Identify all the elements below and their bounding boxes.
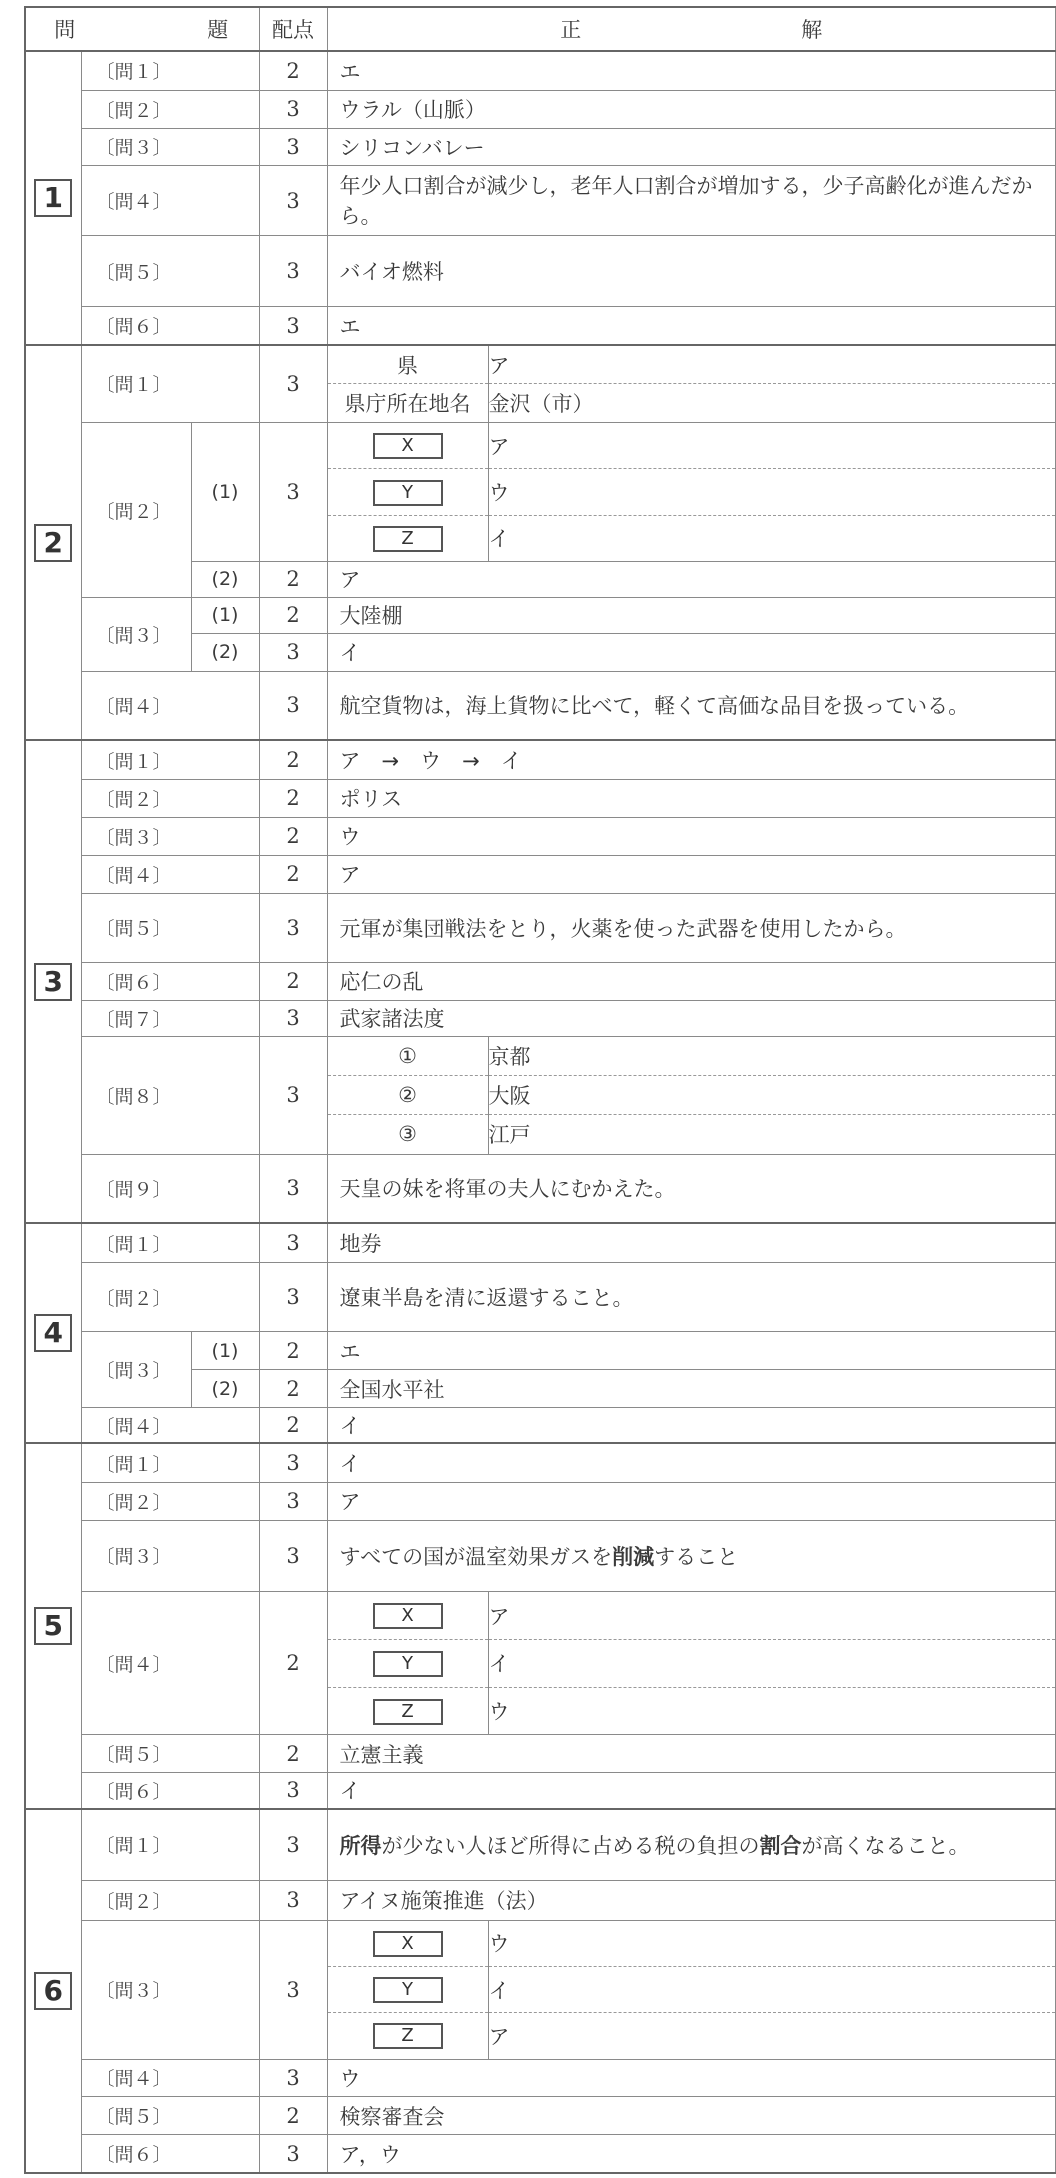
answer-cell: エ xyxy=(327,1332,1055,1370)
row-3-8 xyxy=(25,1036,1056,1154)
sub-question-label: (1) xyxy=(191,597,259,633)
row-2-1 xyxy=(25,345,1056,423)
points-cell: 3 xyxy=(259,1880,327,1920)
row-6-6 xyxy=(25,2135,1056,2173)
sub-label: ② xyxy=(328,1075,489,1114)
answer-cell xyxy=(327,1592,1055,1735)
points-cell: 3 xyxy=(259,345,327,423)
points-cell: 2 xyxy=(259,51,327,90)
sub-label: Y xyxy=(328,1966,489,2012)
row-4-2 xyxy=(25,1262,1056,1331)
sub-label: Z xyxy=(328,1687,489,1734)
answer-cell: ア xyxy=(327,855,1055,893)
sub-value: ア xyxy=(488,1592,1055,1639)
emphasis-text: 所得 xyxy=(339,1833,382,1858)
header-q2: 題 xyxy=(207,18,231,43)
sub-value: イ xyxy=(488,527,510,552)
question-label: 〔問２〕 xyxy=(81,90,259,128)
points-cell: 3 xyxy=(259,1443,327,1482)
answer-cell: 地券 xyxy=(327,1223,1055,1262)
question-label: 〔問３〕 xyxy=(81,128,259,166)
sub-question-label: (2) xyxy=(191,562,259,598)
sub-value: ア xyxy=(488,346,1055,384)
sub-label: 県庁所在地名 xyxy=(328,384,489,422)
points-cell: 2 xyxy=(259,817,327,855)
answer-cell xyxy=(327,1920,1055,2059)
points-cell: 3 xyxy=(259,1036,327,1154)
points-cell: 3 xyxy=(259,235,327,307)
question-label: 〔問８〕 xyxy=(81,1036,259,1154)
sub-value: ア xyxy=(488,423,1055,469)
answer-subtable xyxy=(328,423,1055,561)
answer-cell: ア，ウ xyxy=(327,2135,1055,2173)
header-question xyxy=(25,7,259,51)
answer-cell: ア xyxy=(327,562,1055,598)
question-label: 〔問３〕 xyxy=(81,1332,191,1408)
emphasis-text: 割合 xyxy=(759,1833,802,1858)
answer-cell xyxy=(327,423,1055,562)
points-cell: 3 xyxy=(259,893,327,962)
points-cell: 3 xyxy=(259,633,327,671)
answer-cell: 元軍が集団戦法をとり，火薬を使った武器を使用したから。 xyxy=(327,893,1055,962)
answer-subtable xyxy=(328,1037,1055,1154)
sub-label: X xyxy=(328,423,489,469)
question-label: 〔問１〕 xyxy=(81,1809,259,1881)
answer-cell: 立憲主義 xyxy=(327,1735,1055,1773)
row-5-2 xyxy=(25,1482,1056,1520)
sub-label: Z xyxy=(328,2013,489,2059)
answer-cell: イ xyxy=(327,633,1055,671)
row-6-1 xyxy=(25,1809,1056,1881)
sub-label: Y xyxy=(328,1639,489,1687)
row-5-4 xyxy=(25,1592,1056,1735)
points-cell: 3 xyxy=(259,1154,327,1223)
sub-value: ウ xyxy=(488,1700,510,1725)
points-cell: 3 xyxy=(259,1920,327,2059)
question-label: 〔問６〕 xyxy=(81,1773,259,1809)
answer-cell: 年少人口割合が減少し，老年人口割合が増加する，少子高齢化が進んだから。 xyxy=(327,166,1055,235)
answer-cell: 遼東半島を清に返還すること。 xyxy=(327,1262,1055,1331)
question-label: 〔問２〕 xyxy=(81,1482,259,1520)
question-label: 〔問１〕 xyxy=(81,1443,259,1482)
sub-question-label: (2) xyxy=(191,1370,259,1408)
question-label: 〔問１〕 xyxy=(81,345,259,423)
answer-cell: ウ xyxy=(327,817,1055,855)
points-cell: 2 xyxy=(259,1592,327,1735)
row-6-4 xyxy=(25,2059,1056,2097)
header-row xyxy=(25,7,1056,51)
question-label: 〔問９〕 xyxy=(81,1154,259,1223)
question-label: 〔問４〕 xyxy=(81,855,259,893)
sub-label: X xyxy=(328,1921,489,1967)
question-label: 〔問４〕 xyxy=(81,1592,259,1735)
header-answer xyxy=(327,7,1055,51)
answer-cell: ウ xyxy=(327,2059,1055,2097)
answer-cell xyxy=(327,1036,1055,1154)
row-1-1 xyxy=(25,51,1056,90)
question-label: 〔問３〕 xyxy=(81,1520,259,1592)
section-1-number: 1 xyxy=(25,51,81,345)
row-3-2 xyxy=(25,779,1056,817)
row-1-2 xyxy=(25,90,1056,128)
points-cell: 3 xyxy=(259,423,327,562)
answer-cell: 武家諸法度 xyxy=(327,1000,1055,1036)
row-3-4 xyxy=(25,855,1056,893)
question-label: 〔問２〕 xyxy=(81,779,259,817)
question-label: 〔問４〕 xyxy=(81,1408,259,1444)
answer-cell: 検察審査会 xyxy=(327,2097,1055,2135)
sub-label: ③ xyxy=(328,1115,489,1154)
answer-cell: 天皇の妹を将軍の夫人にむかえた。 xyxy=(327,1154,1055,1223)
points-cell: 2 xyxy=(259,779,327,817)
answer-cell: シリコンバレー xyxy=(327,128,1055,166)
question-label: 〔問５〕 xyxy=(81,893,259,962)
points-cell: 3 xyxy=(259,1262,327,1331)
points-cell: 2 xyxy=(259,1370,327,1408)
row-3-9 xyxy=(25,1154,1056,1223)
answer-subtable xyxy=(328,1592,1055,1734)
answer-cell: すべての国が温室効果ガスを削減すること xyxy=(327,1520,1055,1592)
answer-cell: ア → ウ → イ xyxy=(327,740,1055,779)
row-5-5 xyxy=(25,1735,1056,1773)
points-cell: 3 xyxy=(259,1482,327,1520)
sub-value: 江戸 xyxy=(488,1123,531,1148)
row-3-5 xyxy=(25,893,1056,962)
question-label: 〔問４〕 xyxy=(81,2059,259,2097)
row-6-5 xyxy=(25,2097,1056,2135)
header-a2: 解 xyxy=(801,18,823,43)
points-cell: 2 xyxy=(259,855,327,893)
points-cell: 3 xyxy=(259,1809,327,1881)
row-3-7 xyxy=(25,1000,1056,1036)
question-label: 〔問１〕 xyxy=(81,51,259,90)
answer-cell: 応仁の乱 xyxy=(327,962,1055,1000)
answer-cell: エ xyxy=(327,307,1055,345)
row-6-3 xyxy=(25,1920,1056,2059)
points-cell: 2 xyxy=(259,597,327,633)
row-2-4 xyxy=(25,671,1056,740)
answer-cell: ポリス xyxy=(327,779,1055,817)
answer-cell: アイヌ施策推進（法） xyxy=(327,1880,1055,1920)
points-cell: 2 xyxy=(259,740,327,779)
row-4-4 xyxy=(25,1408,1056,1444)
sub-label: Y xyxy=(328,469,489,515)
question-label: 〔問１〕 xyxy=(81,1223,259,1262)
section-5-number: 5 xyxy=(25,1443,81,1808)
points-cell: 2 xyxy=(259,1735,327,1773)
sub-label: 県 xyxy=(328,346,489,384)
points-cell: 3 xyxy=(259,1773,327,1809)
section-3-number: 3 xyxy=(25,740,81,1223)
answer-cell: ア xyxy=(327,1482,1055,1520)
question-label: 〔問５〕 xyxy=(81,235,259,307)
points-cell: 3 xyxy=(259,90,327,128)
row-5-1 xyxy=(25,1443,1056,1482)
sub-label: Z xyxy=(328,515,489,561)
row-1-3 xyxy=(25,128,1056,166)
sub-value: ウ xyxy=(488,1921,1055,1967)
question-label: 〔問５〕 xyxy=(81,2097,259,2135)
row-5-3 xyxy=(25,1520,1056,1592)
answer-cell: 全国水平社 xyxy=(327,1370,1055,1408)
row-2-3a xyxy=(25,597,1056,633)
section-6-number: 6 xyxy=(25,1809,81,2173)
answer-subtable xyxy=(328,1921,1055,2059)
points-cell: 2 xyxy=(259,1408,327,1444)
sub-value: イ xyxy=(488,1966,1055,2012)
question-label: 〔問４〕 xyxy=(81,671,259,740)
header-a1: 正 xyxy=(560,18,582,43)
question-label: 〔問２〕 xyxy=(81,1262,259,1331)
row-4-1 xyxy=(25,1223,1056,1262)
question-label: 〔問５〕 xyxy=(81,1735,259,1773)
points-cell: 2 xyxy=(259,2097,327,2135)
question-label: 〔問３〕 xyxy=(81,817,259,855)
row-1-5 xyxy=(25,235,1056,307)
sub-question-label: (2) xyxy=(191,633,259,671)
row-5-6 xyxy=(25,1773,1056,1809)
header-points: 配点 xyxy=(259,7,327,51)
answer-cell: イ xyxy=(327,1408,1055,1444)
points-cell: 3 xyxy=(259,1000,327,1036)
sub-label: ① xyxy=(328,1037,489,1076)
question-label: 〔問２〕 xyxy=(81,423,191,598)
sub-label: X xyxy=(328,1592,489,1639)
row-4-3a xyxy=(25,1332,1056,1370)
answer-cell: 所得が少ない人ほど所得に占める税の負担の割合が高くなること。 xyxy=(327,1809,1055,1881)
points-cell: 3 xyxy=(259,1520,327,1592)
row-6-2 xyxy=(25,1880,1056,1920)
row-3-6 xyxy=(25,962,1056,1000)
question-label: 〔問６〕 xyxy=(81,307,259,345)
question-label: 〔問６〕 xyxy=(81,962,259,1000)
points-cell: 2 xyxy=(259,962,327,1000)
question-label: 〔問２〕 xyxy=(81,1880,259,1920)
points-cell: 2 xyxy=(259,1332,327,1370)
row-3-1 xyxy=(25,740,1056,779)
row-3-3 xyxy=(25,817,1056,855)
row-1-4 xyxy=(25,166,1056,235)
sub-value: イ xyxy=(488,1639,1055,1687)
sub-value: 金沢（市） xyxy=(488,392,594,417)
points-cell: 3 xyxy=(259,307,327,345)
answer-table xyxy=(24,6,1056,2174)
answer-cell: ウラル（山脈） xyxy=(327,90,1055,128)
row-2-2a xyxy=(25,423,1056,562)
answer-subtable xyxy=(328,346,1055,422)
sub-value: 京都 xyxy=(488,1037,1055,1076)
points-cell: 2 xyxy=(259,562,327,598)
points-cell: 3 xyxy=(259,1223,327,1262)
header-q1: 問 xyxy=(54,18,78,43)
row-1-6 xyxy=(25,307,1056,345)
answer-cell: 大陸棚 xyxy=(327,597,1055,633)
answer-cell: イ xyxy=(327,1443,1055,1482)
answer-cell: 航空貨物は，海上貨物に比べて，軽くて高価な品目を扱っている。 xyxy=(327,671,1055,740)
sub-value: ウ xyxy=(488,469,1055,515)
question-label: 〔問７〕 xyxy=(81,1000,259,1036)
question-label: 〔問１〕 xyxy=(81,740,259,779)
question-label: 〔問３〕 xyxy=(81,1920,259,2059)
sub-question-label: (1) xyxy=(191,1332,259,1370)
section-4-number: 4 xyxy=(25,1223,81,1443)
question-label: 〔問３〕 xyxy=(81,597,191,671)
points-cell: 3 xyxy=(259,166,327,235)
points-cell: 3 xyxy=(259,128,327,166)
answer-cell: イ xyxy=(327,1773,1055,1809)
answer-cell: バイオ燃料 xyxy=(327,235,1055,307)
points-cell: 3 xyxy=(259,2135,327,2173)
question-label: 〔問６〕 xyxy=(81,2135,259,2173)
sub-value: 大阪 xyxy=(488,1075,1055,1114)
points-cell: 3 xyxy=(259,671,327,740)
answer-cell: エ xyxy=(327,51,1055,90)
sub-question-label: (1) xyxy=(191,423,259,562)
sub-value: ア xyxy=(488,2024,510,2049)
section-2-number: 2 xyxy=(25,345,81,741)
answer-cell xyxy=(327,345,1055,423)
points-cell: 3 xyxy=(259,2059,327,2097)
question-label: 〔問４〕 xyxy=(81,166,259,235)
emphasis-text: 削減 xyxy=(612,1544,655,1569)
